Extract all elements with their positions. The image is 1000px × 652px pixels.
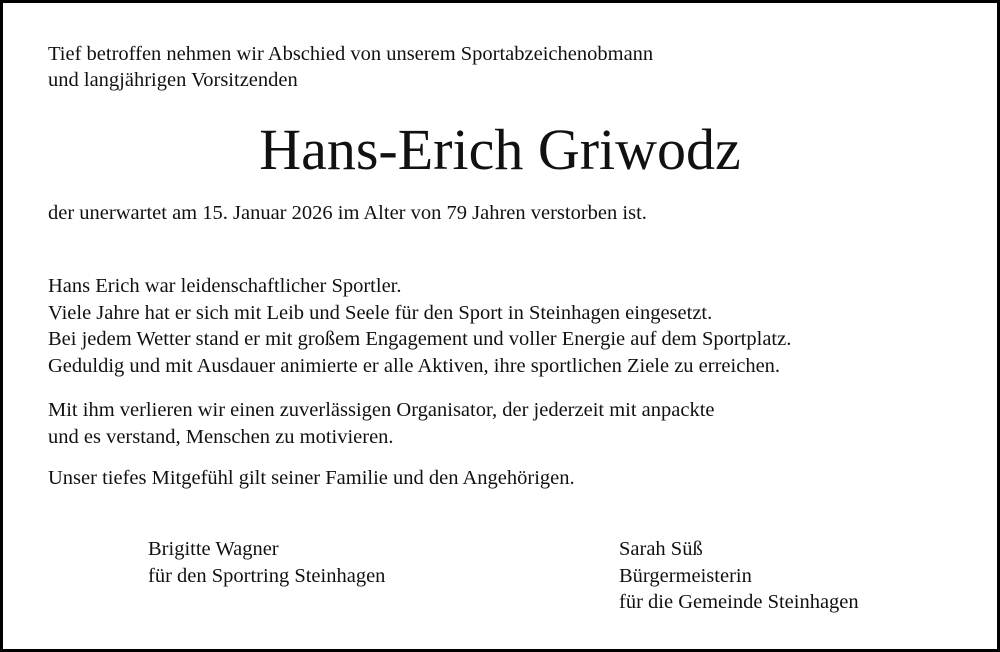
paragraph-line: Bei jedem Wetter stand er mit großem Engagement und voller Energie auf dem Sportplatz. [48,328,792,350]
signatory-name: Sarah Süß [619,538,703,560]
signatory-name: Brigitte Wagner [148,538,279,560]
paragraph-line: Unser tiefes Mitgefühl gilt seiner Familie und den Angehörigen. [48,467,575,489]
paragraph-line: Mit ihm verlieren wir einen zuverlässigen Organisator, der jederzeit mit anpackte [48,399,715,421]
paragraph-line: und es verstand, Menschen zu motivieren. [48,425,394,448]
intro-line: und langjährigen Vorsitzenden [48,69,298,91]
signatory-org: für den Sportring Steinhagen [148,564,386,587]
deceased-name: Hans-Erich Griwodz [259,117,741,182]
signatory-role: Bürgermeisterin [619,564,752,587]
signatory-2 [619,536,859,616]
signatory-org: für die Gemeinde Steinhagen [619,591,859,613]
paragraph-line: Geduldig und mit Ausdauer animierte er alle Aktiven, ihre sportlichen Ziele zu erreichen. [48,354,781,377]
death-line: der unerwartet am 15. Januar 2026 im Alter von 79 Jahren verstorben ist. [48,202,647,224]
intro-line: Tief betroffen nehmen wir Abschied von unserem Sportabzeichenobmann [48,43,654,65]
paragraph-line: Hans Erich war leidenschaftlicher Sportler. [48,275,402,297]
signatory-1 [148,536,385,589]
paragraph-line: Viele Jahre hat er sich mit Leib und Seele für den Sport in Steinhagen eingesetzt. [48,301,713,324]
